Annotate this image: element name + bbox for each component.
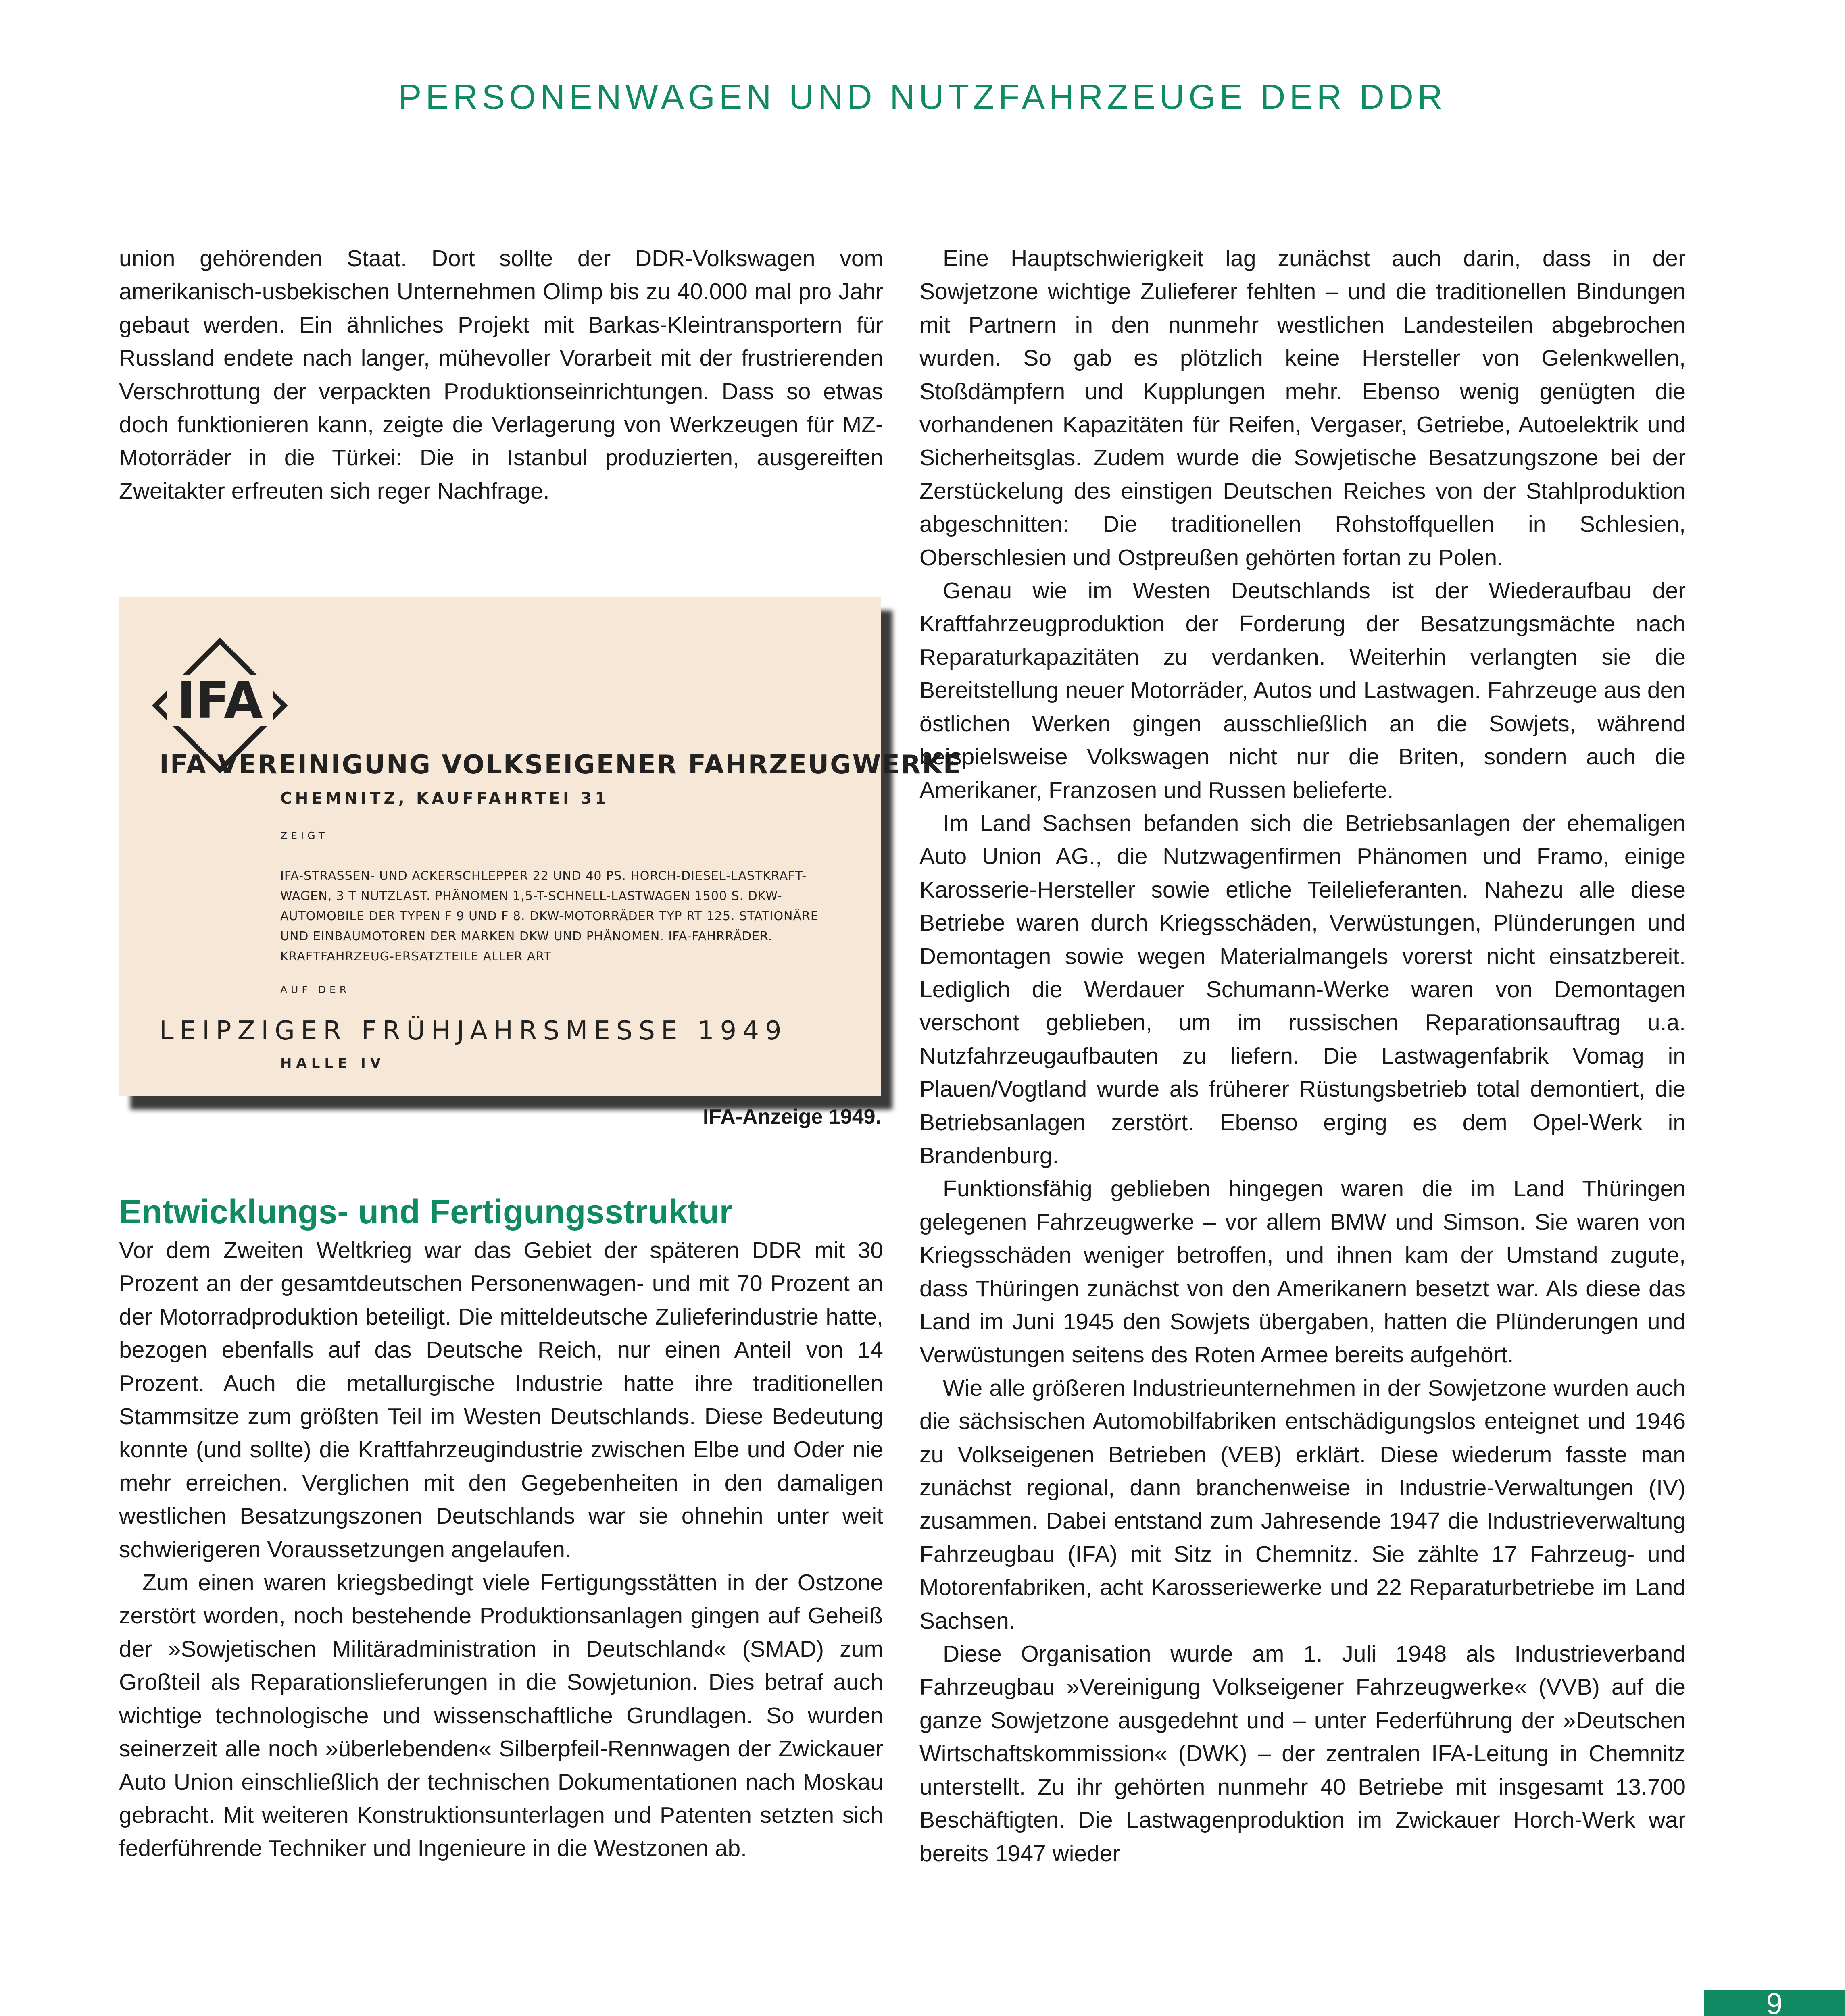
- right-paragraph: Wie alle größeren Industrieunternehmen in der Sowjetzone wurden auch die sächsischen Automobilfabriken entschädigungslos enteignet und 1946 zu Volkseigenen Betrieben (VEB) erklärt. Diese wiederum fasste man zunächst regional, dann branchenweise in Industrie-Verwaltungen (IV) zusammen. Dabei entstand zum Jahresende 1947 die Industrieverwaltung Fahrzeugbau (IFA) mit Sitz in Chemnitz. Sie zählte 17 Fahrzeug- und Motorenfabriken, acht Karosseriewerke und 22 Reparaturbetriebe im Land Sachsen.: [919, 1375, 1686, 1634]
- advertisement-body: [280, 866, 845, 967]
- right-paragraph: Funktionsfähig geblieben hingegen waren die im Land Thüringen gelegenen Fahrzeugwerke – vor allem BMW und Simson. Sie waren von Kriegsschäden weniger betroffen, und ihnen kam der Umstand zugute, dass Thüringen zunächst von den Amerikanern besetzt war. Als diese das Land im Juni 1945 den Sowjets übergaben, hatten die Plünderungen und Verwüstungen seitens des Roten Armee bereits aufgehört.: [919, 1176, 1686, 1368]
- intro-paragraph: union gehörenden Staat. Dort sollte der DDR-Volkswagen vom amerikanisch-usbekischen Unternehmen Olimp bis zu 40.000 mal pro Jahr gebaut werden. Ein ähnliches Projekt mit Barkas-Kleintransportern für Russland endete nach langer, mühevoller Vorarbeit mit der frustrierenden Verschrottung der verpackten Produktionseinrichtungen. Dass so etwas doch funktionieren kann, zeigte die Verlagerung von Werkzeugen für MZ-Motorräder in die Türkei: Die in Istanbul produzierten, ausgereiften Zweitakter erfreuten sich reger Nachfrage.: [119, 246, 883, 504]
- left-column: [119, 242, 883, 508]
- advertisement-image: [119, 597, 962, 1096]
- running-head: PERSONENWAGEN UND NUTZFAHRZEUGE DER DDR: [398, 78, 1447, 117]
- section-body: [119, 1234, 883, 1865]
- ifa-logo-text: IFA: [177, 672, 263, 730]
- section-paragraph: Vor dem Zweiten Weltkrieg war das Gebiet der späteren DDR mit 30 Prozent an der gesamtdeutschen Personenwagen- und mit 70 Prozent an der Motorradproduktion beteiligt. Die mitteldeutsche Zulieferindustrie hatte, bezogen ebenfalls auf das Deutsche Reich, nur einen Anteil von 14 Prozent. Auch die metallurgische Industrie hatte ihre traditionellen Stammsitze zum größten Teil im Westen Deutschlands. Diese Bedeutung konnte (und sollte) die Kraftfahrzeugindustrie zwischen Elbe und Oder nie mehr erreichen. Verglichen mit den Gegebenheiten in den damaligen westlichen Besatzungszonen Deutschlands war sie ohnehin unter weit schwierigeren Voraussetzungen angelaufen.: [119, 1237, 883, 1562]
- advertisement-body-line: IFA-STRASSEN- UND ACKERSCHLEPPER 22 UND 40 PS. HORCH-DIESEL-LASTKRAFT-: [280, 869, 807, 883]
- advertisement-body-line: UND EINBAUMOTOREN DER MARKEN DKW UND PHÄNOMEN. IFA-FAHRRÄDER.: [280, 929, 773, 943]
- right-paragraph: Diese Organisation wurde am 1. Juli 1948 als Industrieverband Fahrzeugbau »Vereinigung Volkseigener Fahrzeugwerke« (VVB) auf die ganze Sowjetzone ausgedehnt und – unter Federführung der »Deutschen Wirtschaftskommission« (DWK) – der zentralen IFA-Leitung in Chemnitz unterstellt. Zu ihr gehörten nunmehr 40 Betriebe mit insgesamt 13.700 Beschäftigten. Die Lastwagenproduktion im Zwickauer Horch-Werk war bereits 1947 wieder: [919, 1641, 1686, 1866]
- advertisement-address: CHEMNITZ, KAUFFAHRTEI 31: [280, 789, 609, 808]
- advertisement-heading: IFA VEREINIGUNG VOLKSEIGENER FAHRZEUGWERKE: [159, 750, 962, 780]
- advertisement-zeigt: ZEIGT: [280, 830, 329, 841]
- advertisement-auf-der: AUF DER: [280, 984, 350, 996]
- right-paragraph: Eine Hauptschwierigkeit lag zunächst auch darin, dass in der Sowjetzone wichtige Zulieferer fehlten – und die traditionellen Bindungen mit Partnern in den nunmehr westlichen Landesteilen abgebrochen wurden. So gab es plötzlich keine Hersteller von Gelenkwellen, Stoßdämpfern und Kupplungen mehr. Ebenso wenig genügten die vorhandenen Kapazitäten für Reifen, Vergaser, Getriebe, Autoelektrik und Sicherheitsglas. Zudem wurde die Sowjetische Besatzungszone bei der Zerstückelung des einstigen Deutschen Reiches von der Stahlproduktion abgeschnitten: Die traditionellen Rohstoffquellen in Schlesien, Oberschlesien und Ostpreußen gehörten fortan zu Polen.: [919, 246, 1686, 571]
- section-heading: Entwicklungs- und Fertigungsstruktur: [119, 1193, 733, 1231]
- figure-caption: IFA-Anzeige 1949.: [703, 1105, 881, 1129]
- page-number: 9: [1766, 1987, 1783, 2016]
- right-column: [919, 242, 1686, 1870]
- advertisement-body-line: AUTOMOBILE DER TYPEN F 9 UND F 8. DKW-MOTORRÄDER TYP RT 125. STATIONÄRE: [280, 909, 819, 923]
- advertisement-hall: HALLE IV: [280, 1055, 386, 1071]
- right-paragraph: Im Land Sachsen befanden sich die Betriebsanlagen der ehemaligen Auto Union AG., die Nutzwagenfirmen Phänomen und Framo, einige Karosserie-Hersteller sowie etliche Teilelieferanten. Nahezu alle diese Betriebe waren durch Kriegsschäden, Verwüstungen, Plünderungen und Demontagen sowie wegen Materialmangels vorerst nicht einsatzbereit. Lediglich die Werdauer Schumann-Werke waren von Demontagen verschont geblieben, um im russischen Reparationsauftrag u.a. Nutzfahrzeugaufbauten zu liefern. Die Lastwagenfabrik Vomag in Plauen/Vogtland wurde als früherer Rüstungsbetrieb total demontiert, die Betriebsanlagen zerstört. Ebenso erging es dem Opel-Werk in Brandenburg.: [919, 810, 1686, 1168]
- advertisement-body-line: WAGEN, 3 T NUTZLAST. PHÄNOMEN 1,5-T-SCHNELL-LASTWAGEN 1500 S. DKW-: [280, 889, 782, 903]
- advertisement-body-line: KRAFTFAHRZEUG-ERSATZTEILE ALLER ART: [280, 950, 552, 964]
- advertisement-fair-name: LEIPZIGER FRÜHJAHRSMESSE 1949: [159, 1016, 788, 1046]
- ifa-advertisement: [119, 597, 962, 1096]
- page-number-tab: [1704, 1987, 1845, 2016]
- right-paragraph: Genau wie im Westen Deutschlands ist der Wiederaufbau der Kraftfahrzeugproduktion der Forderung der Besatzungsmächte nach Reparaturkapazitäten zu verdanken. Weiterhin verlangten sie die Bereitstellung neuer Motorräder, Autos und Lastwagen. Fahrzeuge aus den östlichen Werken gingen ausschließlich an die Sowjets, während beispielsweise Volkswagen nicht nur die Briten, sondern auch die Amerikaner, Franzosen und Russen belieferte.: [919, 578, 1686, 803]
- section-paragraph: Zum einen waren kriegsbedingt viele Fertigungsstätten in der Ostzone zerstört worden, noch bestehende Produktionsanlagen gingen auf Geheiß der »Sowjetischen Militäradministration in Deutschland« (SMAD) zum Großteil als Reparationslieferungen in die Sowjetunion. Dies betraf auch wichtige technologische und wissenschaftliche Grundlagen. So wurden seinerzeit alle noch »überlebenden« Silberpfeil-Rennwagen der Zwickauer Auto Union einschließlich der technischen Dokumentationen nach Moskau gebracht. Mit weiteren Konstruktionsunterlagen und Patenten setzten sich federführende Techniker und Ingenieure in die Westzonen ab.: [119, 1570, 883, 1862]
